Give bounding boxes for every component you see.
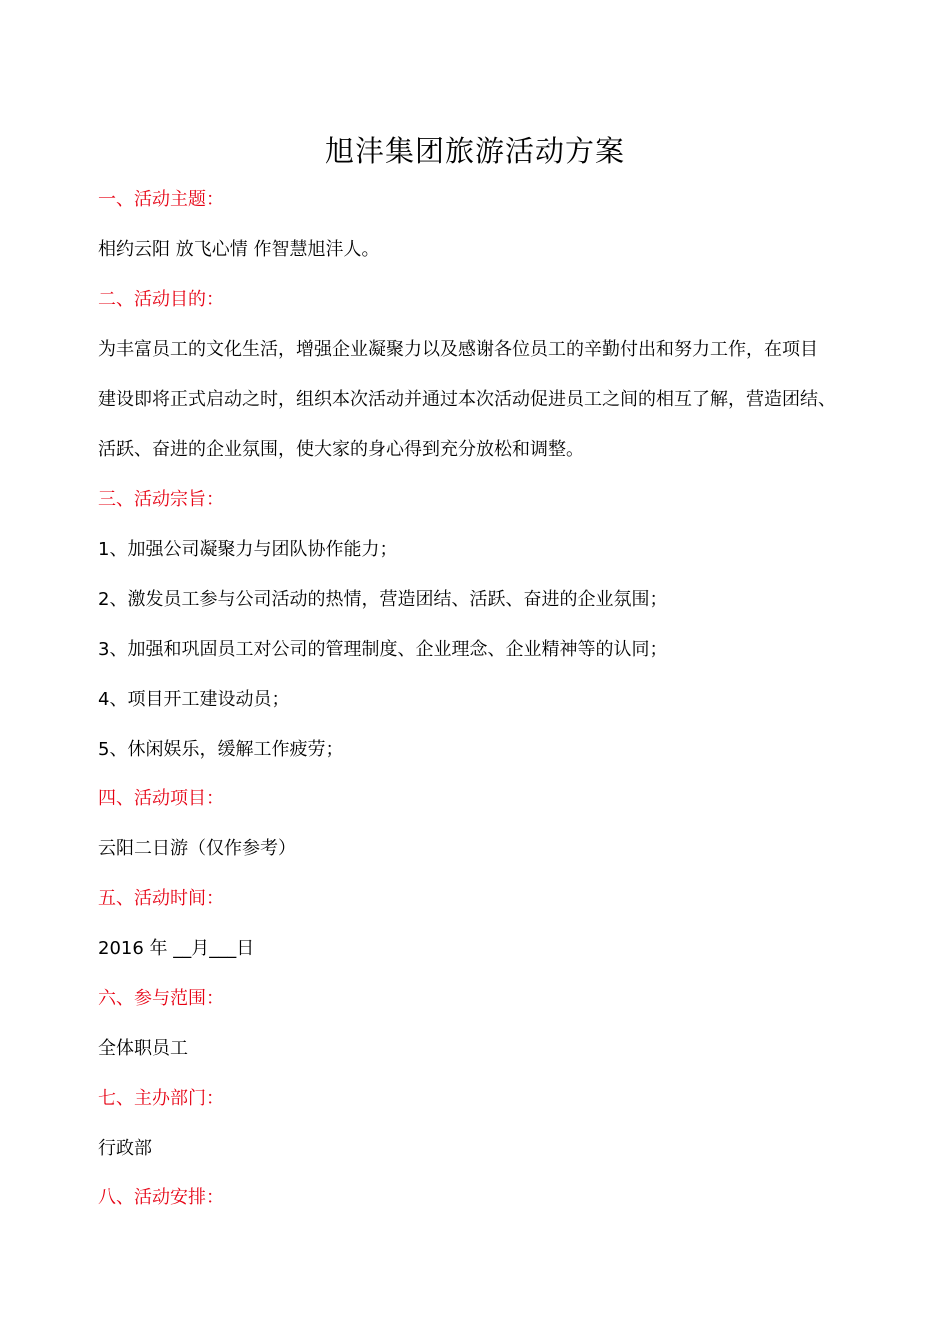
section-heading-purpose: 二、活动目的： [98,289,224,310]
section-heading-theme: 一、活动主题： [98,189,224,210]
section-heading-time: 五、活动时间： [98,888,224,909]
purpose-line-1: 为丰富员工的文化生活，增强企业凝聚力以及感谢各位员工的辛勤付出和努力工作，在项目 [98,339,818,360]
section-text-scope: 全体职员工 [98,1038,188,1059]
tenet-item-1: 1、加强公司凝聚力与团队协作能力； [98,539,398,560]
document-title: 旭沣集团旅游活动方案 [324,134,625,168]
section-heading-scope: 六、参与范围： [98,988,224,1009]
section-text-time: 2016 年 __月___日 [98,938,255,959]
section-heading-project: 四、活动项目： [98,788,224,809]
section-text-project: 云阳二日游（仅作参考） [98,838,296,859]
section-heading-organizer: 七、主办部门： [98,1088,224,1109]
section-text-organizer: 行政部 [98,1138,152,1159]
tenet-item-2: 2、激发员工参与公司活动的热情，营造团结、活跃、奋进的企业氛围； [98,589,668,610]
section-heading-tenets: 三、活动宗旨： [98,489,224,510]
tenet-item-3: 3、加强和巩固员工对公司的管理制度、企业理念、企业精神等的认同； [98,639,668,660]
tenet-item-5: 5、休闲娱乐，缓解工作疲劳； [98,739,344,760]
section-heading-arrangement: 八、活动安排： [98,1187,224,1208]
purpose-line-2: 建设即将正式启动之时，组织本次活动并通过本次活动促进员工之间的相互了解，营造团结、 [98,389,836,410]
section-text-theme: 相约云阳 放飞心情 作智慧旭沣人。 [98,239,380,260]
purpose-line-3: 活跃、奋进的企业氛围，使大家的身心得到充分放松和调整。 [98,439,584,460]
tenet-item-4: 4、项目开工建设动员； [98,689,290,710]
